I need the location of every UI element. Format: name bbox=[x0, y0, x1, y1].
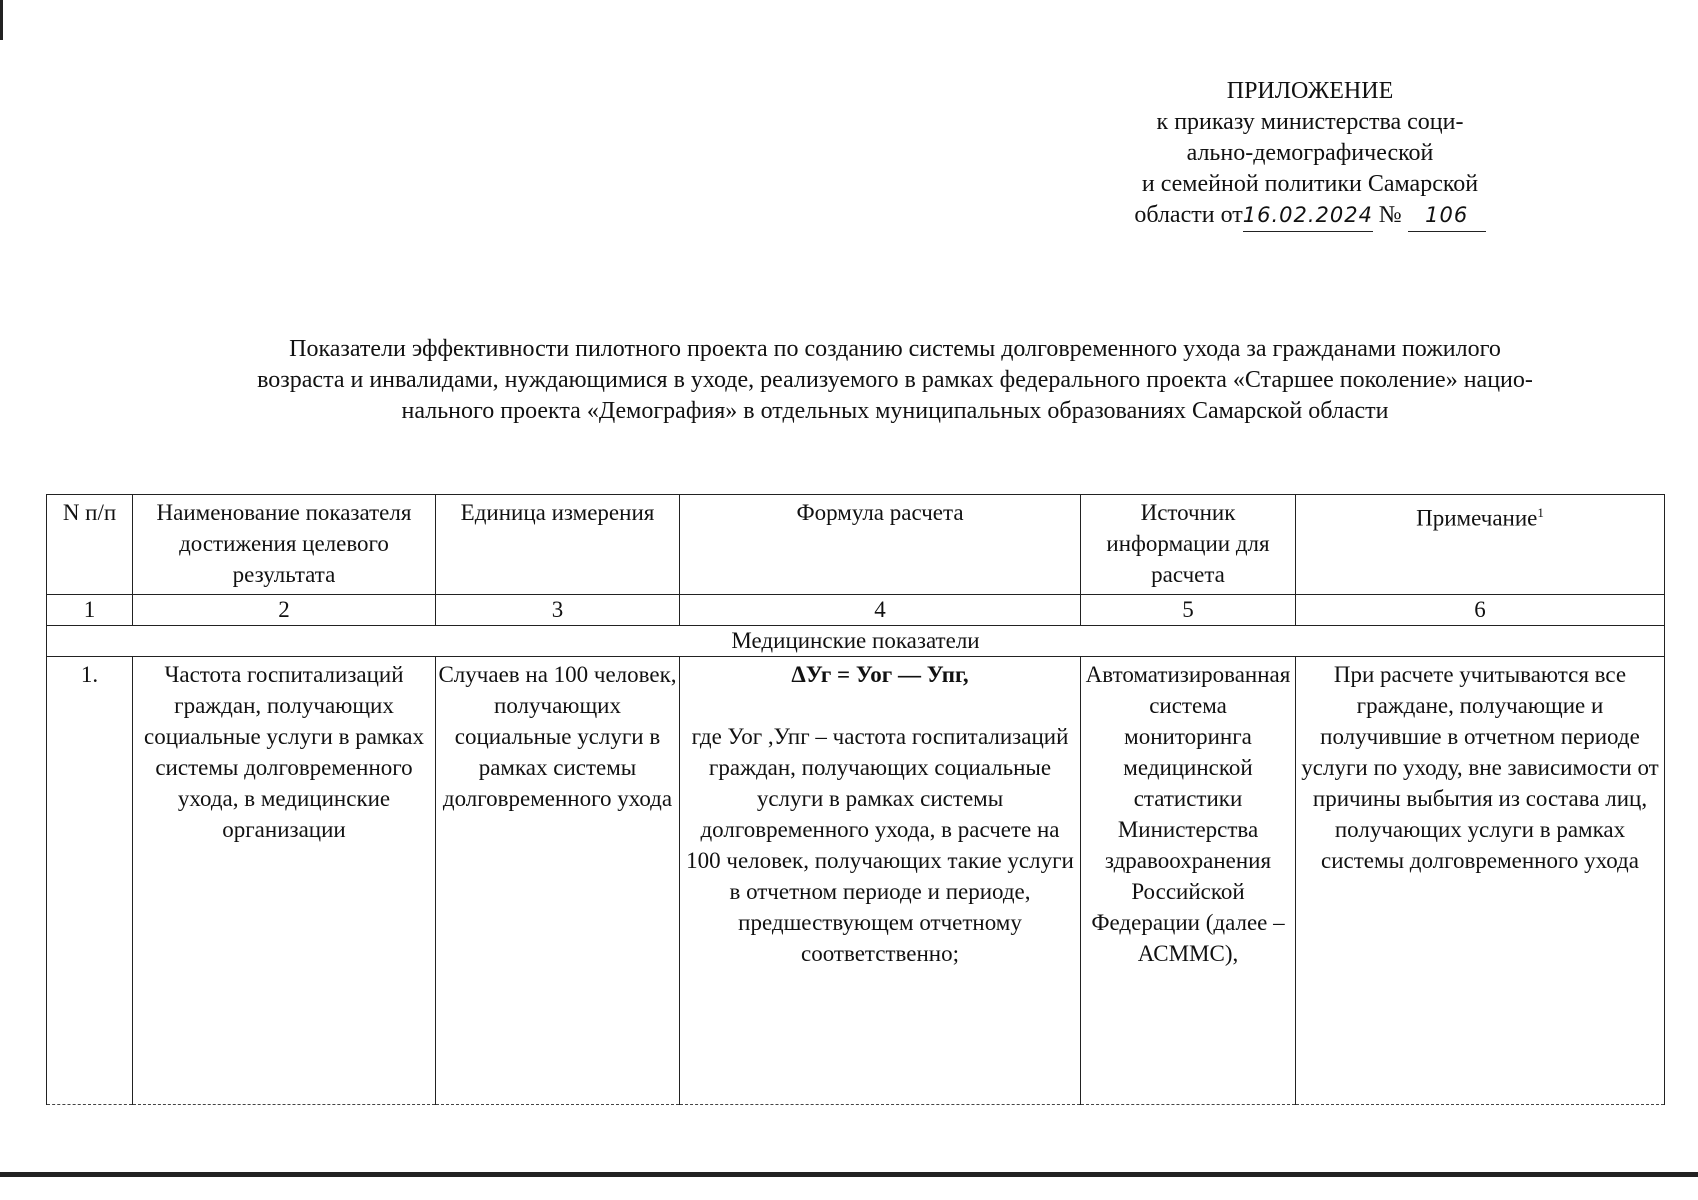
header-cell-source: Источник информации для расчета bbox=[1081, 495, 1296, 595]
scan-edge-mark bbox=[0, 0, 3, 40]
section-row bbox=[47, 626, 1665, 657]
table-row bbox=[47, 657, 1665, 1105]
handwritten-number: 106 bbox=[1408, 200, 1486, 232]
appendix-heading: ПРИЛОЖЕНИЕ bbox=[1226, 78, 1394, 104]
title-line: нального проекта «Демография» в отдельных муниципальных образованиях Самарской области bbox=[401, 398, 1389, 424]
column-number: 1 bbox=[47, 595, 133, 626]
header-cell-unit: Единица измерения bbox=[436, 495, 680, 595]
row-number: 1. bbox=[47, 657, 133, 1105]
row-unit: Случаев на 100 человек, получающих социальные услуги в рамках системы долговременного ухода bbox=[436, 657, 680, 1105]
document-title bbox=[130, 334, 1660, 427]
column-number-row bbox=[47, 595, 1665, 626]
formula-description: где Уог ,Упг – частота госпитализаций граждан, получающих социальные услуги в рамках системы долговременного ухода, в расчете на 100 человек, получающих такие услуги в отчетном периоде и периоде, предшествующем отчетному соответственно; bbox=[686, 724, 1074, 966]
table-header-row bbox=[47, 495, 1665, 595]
column-number: 5 bbox=[1081, 595, 1296, 626]
date-prefix: области от bbox=[1134, 202, 1243, 228]
title-line: Показатели эффективности пилотного проекта по созданию системы долговременного ухода за гражданами пожилого bbox=[289, 336, 1501, 362]
column-number: 6 bbox=[1296, 595, 1665, 626]
appendix-line: к приказу министерства соци- bbox=[1156, 109, 1464, 135]
footnote-mark: 1 bbox=[1537, 505, 1544, 520]
title-line: возраста и инвалидами, нуждающимися в уходе, реализуемого в рамках федерального проекта «Старшее поколение» нацио- bbox=[257, 367, 1533, 393]
column-number: 4 bbox=[680, 595, 1081, 626]
appendix-line: ально-демографической bbox=[1186, 140, 1434, 166]
handwritten-date: 16.02.2024 bbox=[1243, 200, 1373, 232]
header-cell-number: N п/п bbox=[47, 495, 133, 595]
formula-expression: ΔУг = Уог — Упг, bbox=[791, 662, 969, 687]
section-title: Медицинские показатели bbox=[47, 626, 1665, 657]
number-prefix: № bbox=[1378, 202, 1402, 228]
appendix-block bbox=[1130, 76, 1490, 232]
appendix-line: и семейной политики Самарской bbox=[1141, 171, 1479, 197]
page-bottom-border bbox=[0, 1172, 1698, 1177]
row-note: При расчете учитываются все граждане, получающие и получившие в отчетном периоде услуги по уходу, вне зависимости от причины выбытия из состава лиц, получающих услуги в рамках системы долговременного ухода bbox=[1296, 657, 1665, 1105]
row-indicator-name: Частота госпитализаций граждан, получающих социальные услуги в рамках системы долговременного ухода, в медицинские организации bbox=[133, 657, 436, 1105]
column-number: 2 bbox=[133, 595, 436, 626]
header-note-label: Примечание bbox=[1416, 505, 1538, 531]
header-cell-note bbox=[1296, 495, 1665, 595]
indicators-table bbox=[46, 494, 1665, 1105]
column-number: 3 bbox=[436, 595, 680, 626]
header-cell-name: Наименование показателя достижения целевого результата bbox=[133, 495, 436, 595]
row-source: Автоматизированная система мониторинга медицинской статистики Министерства здравоохранения Российской Федерации (далее – АСММС), bbox=[1081, 657, 1296, 1105]
appendix-date-line bbox=[1130, 200, 1490, 232]
row-formula-cell bbox=[680, 657, 1081, 1105]
header-cell-formula: Формула расчета bbox=[680, 495, 1081, 595]
